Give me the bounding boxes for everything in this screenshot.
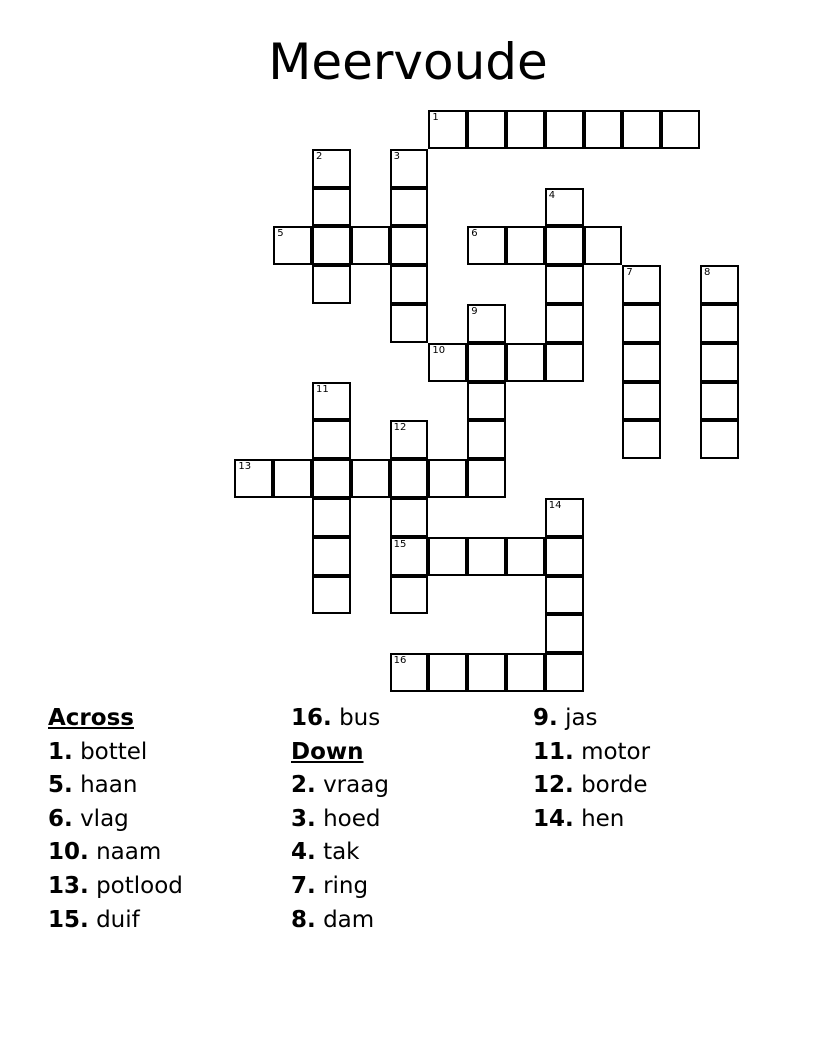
grid-cell[interactable] bbox=[312, 420, 351, 459]
grid-cell[interactable] bbox=[467, 304, 506, 343]
grid-cell[interactable] bbox=[234, 459, 273, 498]
clue-down-11 bbox=[533, 736, 773, 770]
grid-cell[interactable] bbox=[312, 459, 351, 498]
grid-cell[interactable] bbox=[312, 382, 351, 421]
grid-cell[interactable] bbox=[312, 576, 351, 615]
grid-cell[interactable] bbox=[506, 537, 545, 576]
clue-number: 4. bbox=[291, 839, 316, 866]
clue-number-label: 5 bbox=[277, 228, 284, 240]
clue-text: hoed bbox=[323, 805, 381, 832]
grid-cell[interactable] bbox=[390, 653, 429, 692]
clue-text: ring bbox=[323, 872, 369, 899]
grid-cell[interactable] bbox=[506, 110, 545, 149]
grid-cell[interactable] bbox=[700, 343, 739, 382]
grid-cell[interactable] bbox=[545, 576, 584, 615]
clue-number: 12. bbox=[533, 772, 574, 799]
grid-cell[interactable] bbox=[467, 537, 506, 576]
clue-number-label: 12 bbox=[393, 422, 407, 434]
clue-text: vlag bbox=[80, 805, 129, 832]
clue-text: vraag bbox=[323, 772, 389, 799]
grid-cell[interactable] bbox=[700, 382, 739, 421]
clue-number-label: 2 bbox=[316, 150, 323, 162]
grid-cell[interactable] bbox=[700, 304, 739, 343]
grid-cell[interactable] bbox=[622, 382, 661, 421]
grid-cell[interactable] bbox=[545, 653, 584, 692]
grid-cell[interactable] bbox=[545, 265, 584, 304]
clue-text: jas bbox=[565, 705, 598, 731]
grid-cell[interactable] bbox=[390, 420, 429, 459]
clue-number: 6. bbox=[48, 805, 73, 832]
grid-cell[interactable] bbox=[273, 226, 312, 265]
grid-cell[interactable] bbox=[312, 537, 351, 576]
clue-down-9 bbox=[533, 702, 773, 736]
grid-cell[interactable] bbox=[545, 110, 584, 149]
clue-number-label: 11 bbox=[316, 383, 329, 395]
grid-cell[interactable] bbox=[351, 226, 390, 265]
clue-down-3 bbox=[291, 803, 531, 837]
clue-text: tak bbox=[323, 839, 360, 866]
clue-number: 11. bbox=[533, 738, 574, 765]
clue-number: 16. bbox=[291, 705, 332, 731]
across-heading: Across bbox=[48, 705, 134, 731]
clue-number-label: 1 bbox=[432, 112, 439, 123]
grid-cell[interactable] bbox=[545, 537, 584, 576]
grid-cell[interactable] bbox=[390, 226, 429, 265]
clue-across-1 bbox=[48, 736, 288, 770]
clue-across-13 bbox=[48, 870, 288, 904]
clue-across-16 bbox=[291, 702, 531, 736]
grid-cell[interactable] bbox=[700, 420, 739, 459]
grid-cell[interactable] bbox=[390, 537, 429, 576]
clue-number: 3. bbox=[291, 805, 316, 832]
grid-cell[interactable] bbox=[428, 110, 467, 149]
clue-column-1 bbox=[48, 702, 288, 937]
clue-down-2 bbox=[291, 769, 531, 803]
clue-down-8 bbox=[291, 904, 531, 938]
grid-cell[interactable] bbox=[390, 149, 429, 188]
clue-number: 8. bbox=[291, 906, 316, 933]
grid-cell[interactable] bbox=[545, 304, 584, 343]
grid-cell[interactable] bbox=[467, 110, 506, 149]
clue-text: motor bbox=[581, 738, 651, 765]
clue-number: 14. bbox=[533, 805, 574, 832]
grid-cell[interactable] bbox=[506, 343, 545, 382]
grid-cell[interactable] bbox=[390, 265, 429, 304]
clue-text: hen bbox=[581, 805, 625, 832]
grid-cell[interactable] bbox=[467, 382, 506, 421]
clue-text: dam bbox=[323, 906, 375, 933]
grid-cell[interactable] bbox=[622, 420, 661, 459]
clue-number: 9. bbox=[533, 705, 558, 731]
clue-number: 1. bbox=[48, 738, 73, 765]
clue-number-label: 10 bbox=[432, 344, 446, 356]
grid-cell[interactable] bbox=[467, 343, 506, 382]
grid-cell[interactable] bbox=[467, 459, 506, 498]
grid-cell[interactable] bbox=[467, 226, 506, 265]
clue-text: haan bbox=[80, 772, 138, 799]
clue-number-label: 14 bbox=[548, 500, 562, 511]
grid-cell[interactable] bbox=[312, 149, 351, 188]
grid-cell[interactable] bbox=[428, 537, 467, 576]
clue-number-label: 7 bbox=[626, 267, 633, 279]
grid-cell[interactable] bbox=[545, 498, 584, 537]
clue-number: 5. bbox=[48, 772, 73, 799]
clue-number: 13. bbox=[48, 872, 89, 899]
grid-cell[interactable] bbox=[661, 110, 700, 149]
grid-cell[interactable] bbox=[390, 188, 429, 227]
grid-cell[interactable] bbox=[390, 459, 429, 498]
grid-cell[interactable] bbox=[545, 226, 584, 265]
clue-text: bottel bbox=[80, 738, 148, 765]
clue-down-12 bbox=[533, 769, 773, 803]
grid-cell[interactable] bbox=[622, 304, 661, 343]
grid-cell[interactable] bbox=[428, 343, 467, 382]
clue-text: bus bbox=[339, 705, 381, 731]
clue-number: 7. bbox=[291, 872, 316, 899]
grid-cell[interactable] bbox=[428, 653, 467, 692]
clue-text: borde bbox=[581, 772, 648, 799]
clue-number-label: 3 bbox=[393, 150, 400, 162]
clue-text: duif bbox=[96, 906, 140, 933]
grid-cell[interactable] bbox=[584, 110, 623, 149]
clue-across-5 bbox=[48, 769, 288, 803]
clue-down-14 bbox=[533, 803, 773, 837]
grid-cell[interactable] bbox=[506, 226, 545, 265]
grid-cell[interactable] bbox=[700, 265, 739, 304]
clue-across-15 bbox=[48, 904, 288, 938]
clue-number: 2. bbox=[291, 772, 316, 799]
clue-column-3 bbox=[533, 702, 773, 836]
grid-cell[interactable] bbox=[622, 265, 661, 304]
grid-cell[interactable] bbox=[312, 498, 351, 537]
clue-number-label: 16 bbox=[393, 655, 407, 667]
grid-cell[interactable] bbox=[545, 614, 584, 653]
clue-number: 10. bbox=[48, 839, 89, 866]
clue-number-label: 9 bbox=[471, 306, 478, 317]
grid-cell[interactable] bbox=[273, 459, 312, 498]
clue-number-label: 6 bbox=[471, 228, 478, 240]
clue-number-label: 15 bbox=[393, 538, 407, 550]
clue-down-4 bbox=[291, 836, 531, 870]
grid-cell[interactable] bbox=[312, 226, 351, 265]
grid-cell[interactable] bbox=[545, 188, 584, 227]
grid-cell[interactable] bbox=[428, 459, 467, 498]
grid-cell[interactable] bbox=[467, 420, 506, 459]
grid-cell[interactable] bbox=[584, 226, 623, 265]
clue-down-7 bbox=[291, 870, 531, 904]
clue-text: potlood bbox=[96, 872, 183, 899]
clue-number-label: 8 bbox=[704, 267, 711, 279]
clue-column-2 bbox=[291, 702, 531, 937]
grid-cell[interactable] bbox=[390, 304, 429, 343]
clue-number-label: 13 bbox=[238, 461, 252, 473]
grid-cell[interactable] bbox=[351, 459, 390, 498]
grid-cell[interactable] bbox=[622, 110, 661, 149]
grid-cell[interactable] bbox=[390, 576, 429, 615]
clue-number-label: 4 bbox=[548, 189, 556, 201]
page-title: Meervoude bbox=[268, 33, 548, 91]
grid-cell[interactable] bbox=[312, 188, 351, 227]
grid-cell[interactable] bbox=[622, 343, 661, 382]
down-heading: Down bbox=[291, 738, 364, 765]
clue-text: naam bbox=[96, 839, 162, 866]
grid-cell[interactable] bbox=[312, 265, 351, 304]
grid-cell[interactable] bbox=[506, 653, 545, 692]
grid-cell[interactable] bbox=[545, 343, 584, 382]
clue-number: 15. bbox=[48, 906, 89, 933]
clue-across-10 bbox=[48, 836, 288, 870]
clue-across-6 bbox=[48, 803, 288, 837]
grid-cell[interactable] bbox=[467, 653, 506, 692]
grid-cell[interactable] bbox=[390, 498, 429, 537]
